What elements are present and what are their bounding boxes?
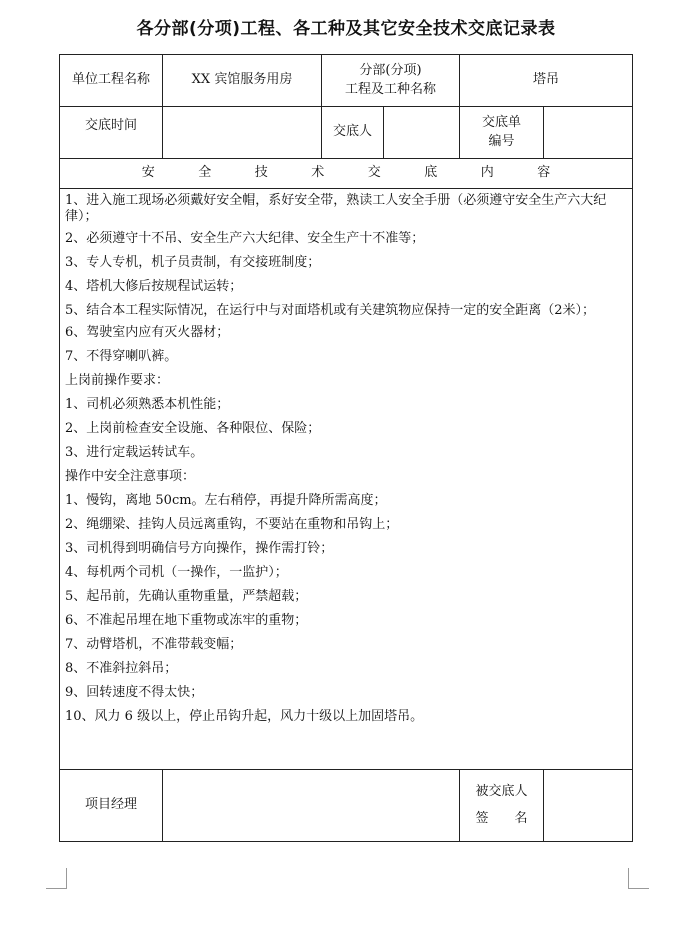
content-line: 操作中安全注意事项： — [65, 469, 196, 484]
content-line: 1、慢钩，离地 50cm。左右稍停，再提升降所需高度； — [65, 493, 387, 508]
handover-person-label: 交底人 — [322, 107, 384, 159]
handover-person-value — [384, 107, 460, 159]
section-heading — [60, 159, 633, 189]
page-corner-mark-left — [46, 868, 67, 889]
content-line: 2、必须遵守十不吊、安全生产六大纪律、安全生产十不准等； — [65, 231, 425, 246]
content-line: 7、动臂塔机，不准带载变幅； — [65, 637, 243, 652]
content-line: 4、塔机大修后按规程试运转； — [65, 279, 243, 294]
content-line: 5、起吊前，先确认重物重量，严禁超载； — [65, 589, 308, 604]
content-line: 8、不准斜拉斜吊； — [65, 661, 178, 676]
content-line: 6、不准起吊埋在地下重物或冻牢的重物； — [65, 613, 308, 628]
manager-value — [163, 770, 460, 842]
content-line: 3、司机得到明确信号方向操作，操作需打铃； — [65, 541, 334, 556]
section-heading-char: 技 — [254, 165, 268, 181]
content-line: 2、绳绷梁、挂钩人员远离重钩，不要站在重物和吊钩上； — [65, 517, 399, 532]
content-line: 10、风力 6 级以上，停止吊钩升起，风力十级以上加固塔吊。 — [65, 709, 424, 724]
division-value: 塔吊 — [460, 55, 633, 107]
content-line: 3、专人专机，机子员责制，有交接班制度； — [65, 255, 321, 270]
handover-time-label: 交底时间 — [60, 107, 163, 159]
section-heading-char: 安 — [141, 165, 155, 181]
division-label-line1: 分部(分项) — [359, 62, 422, 78]
content-line: 9、回转速度不得太快； — [65, 685, 204, 700]
section-heading-char: 全 — [198, 165, 212, 181]
recipient-value — [544, 770, 633, 842]
manager-label: 项目经理 — [60, 770, 163, 842]
division-label — [322, 55, 460, 107]
handover-record-table — [59, 54, 633, 842]
recipient-label-line1: 被交底人 — [475, 783, 528, 799]
page-corner-mark-right — [628, 868, 649, 889]
unit-project-label: 单位工程名称 — [60, 55, 163, 107]
recipient-label — [460, 770, 544, 842]
division-label-line2: 工程及工种名称 — [345, 81, 437, 97]
document-title: 各分部(分项)工程、各工种及其它安全技术交底记录表 — [136, 19, 556, 39]
section-heading-char: 容 — [537, 165, 551, 181]
section-heading-char: 底 — [424, 165, 438, 181]
content-line: 上岗前操作要求： — [65, 373, 170, 388]
content-line: 7、不得穿喇叭裤。 — [65, 349, 178, 364]
section-heading-char: 术 — [311, 165, 325, 181]
handover-no-label-line1: 交底单 — [482, 114, 522, 130]
section-heading-char: 交 — [367, 165, 381, 181]
content-line: 6、驾驶室内应有灭火器材； — [65, 325, 230, 340]
handover-no-value — [544, 107, 633, 159]
handover-time-value — [163, 107, 322, 159]
content-line: 3、进行定载运转试车。 — [65, 445, 204, 460]
content-line: 4、每机两个司机（一操作，一监护）； — [65, 565, 288, 580]
handover-no-label-line2: 编号 — [488, 133, 515, 149]
unit-project-value: XX 宾馆服务用房 — [163, 55, 322, 107]
content-line: 1、司机必须熟悉本机性能； — [65, 397, 230, 412]
content-line: 1、进入施工现场必须戴好安全帽，系好安全带，熟读工人安全手册（必须遵守安全生产六大纪律）； — [65, 193, 607, 224]
section-heading-char: 内 — [480, 165, 494, 181]
content-line: 2、上岗前检查安全设施、各种限位、保险； — [65, 421, 321, 436]
content-line: 5、结合本工程实际情况，在运行中与对面塔机或有关建筑物应保持一定的安全距离（2米）； — [65, 303, 596, 318]
handover-no-label — [460, 107, 544, 159]
recipient-label-line2: 签 名 — [475, 810, 528, 826]
content-body — [60, 189, 633, 770]
